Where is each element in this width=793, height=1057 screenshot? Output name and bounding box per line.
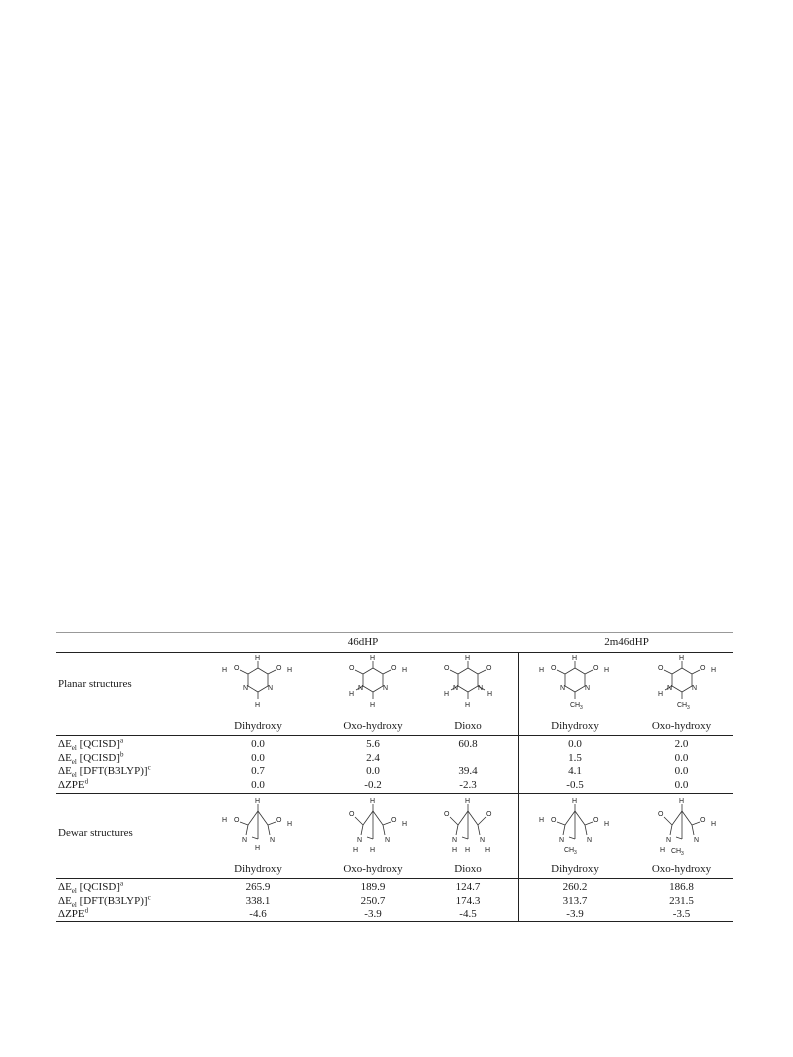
value-cell: -0.2: [364, 778, 382, 791]
value-cell: -4.6: [249, 908, 267, 920]
atom-label: H: [487, 691, 493, 698]
dewar-oxo-hydroxy-structure: [328, 795, 418, 865]
atom-label: H: [287, 821, 293, 828]
atom-label: O: [593, 817, 599, 824]
quantity-subscript: el: [71, 757, 77, 766]
value-cell: 260.2: [562, 881, 588, 893]
atom-label: N: [666, 837, 672, 844]
dewar-structures-label: Dewar structures: [58, 827, 133, 839]
value-cell: 231.5: [669, 894, 694, 907]
value-cell: 0.0: [568, 738, 582, 750]
atom-label: O: [551, 817, 557, 824]
atom-label: N: [270, 837, 276, 844]
atom-label: O: [700, 665, 706, 672]
row-quantity-label: [58, 765, 151, 778]
atom-label: H: [452, 847, 458, 854]
quantity-symbol: ΔE: [58, 751, 72, 764]
planar-dihydroxy-structure: [213, 654, 303, 716]
atom-label: H: [222, 667, 228, 674]
atom-label: O: [276, 665, 282, 672]
atom-label: CH: [570, 702, 581, 709]
atom-label: O: [349, 811, 355, 818]
atom-label: H: [402, 821, 408, 828]
quantity-symbol: ΔZPE: [58, 778, 85, 791]
planar-methyl-oxo-hydroxy-structure: [637, 654, 727, 716]
atom-label: H: [255, 845, 261, 852]
atom-label: H: [465, 847, 471, 854]
value-cell: 2.4: [366, 751, 380, 764]
atom-label: 3: [681, 851, 684, 857]
value-cell: -3.5: [672, 908, 691, 920]
atom-label: H: [370, 798, 376, 805]
method-label: [QCISD]: [76, 751, 120, 764]
row-quantity-label: [58, 749, 124, 766]
value-cell: 0.0: [251, 778, 265, 791]
planar-form-name: Oxo-hydroxy: [343, 720, 403, 732]
footnote-marker: c: [147, 763, 151, 772]
value-cell: 186.8: [669, 881, 694, 893]
planar-oxo-hydroxy-structure: [328, 654, 418, 716]
atom-label: N: [480, 837, 486, 844]
dewar-form-name: Dioxo: [454, 863, 482, 875]
atom-label: H: [402, 667, 408, 674]
atom-label: N: [667, 685, 673, 692]
group-divider: [518, 652, 519, 922]
atom-label: N: [585, 685, 591, 692]
atom-label: H: [255, 702, 261, 709]
atom-label: N: [587, 837, 593, 844]
value-cell: -4.5: [459, 908, 477, 920]
dewar-forms-rule: [56, 878, 733, 879]
atom-label: H: [679, 798, 685, 805]
planar-methyl-dihydroxy-structure: [530, 654, 620, 716]
footnote-marker: b: [119, 749, 124, 758]
atom-label: O: [593, 665, 599, 672]
value-cell: -2.3: [459, 778, 477, 791]
atom-label: N: [559, 837, 565, 844]
value-cell: 313.7: [562, 894, 588, 907]
atom-label: N: [243, 685, 249, 692]
atom-label: O: [444, 811, 450, 818]
quantity-symbol: ΔE: [58, 894, 72, 907]
value-cell: 0.7: [251, 765, 265, 777]
atom-label: 3: [687, 705, 690, 711]
quantity-symbol: ΔE: [58, 881, 72, 893]
value-cell: 0.0: [366, 765, 380, 777]
atom-label: H: [679, 655, 685, 662]
atom-label: H: [660, 847, 666, 854]
atom-label: N: [452, 837, 458, 844]
value-cell: 1.5: [568, 751, 582, 764]
atom-label: H: [539, 667, 545, 674]
footnote-marker: a: [119, 736, 124, 745]
atom-label: H: [353, 847, 359, 854]
header-rule: [56, 652, 733, 653]
atom-label: O: [349, 665, 355, 672]
atom-label: O: [391, 817, 397, 824]
method-label: [DFT(B3LYP)]: [76, 894, 148, 907]
dewar-form-name: Oxo-hydroxy: [651, 863, 712, 875]
method-label: [DFT(B3LYP)]: [76, 765, 148, 777]
atom-label: N: [383, 685, 389, 692]
atom-label: H: [465, 798, 471, 805]
atom-label: N: [694, 837, 700, 844]
atom-label: N: [453, 685, 459, 692]
row-quantity-label: [58, 776, 89, 792]
atom-label: O: [486, 665, 492, 672]
atom-label: H: [370, 702, 376, 709]
atom-label: H: [572, 798, 578, 805]
row-quantity-label: [58, 892, 151, 909]
quantity-symbol: ΔE: [58, 738, 72, 750]
quantity-subscript: el: [71, 887, 77, 896]
value-cell: 124.7: [455, 881, 481, 893]
row-quantity-label: [58, 738, 123, 751]
value-cell: 4.1: [568, 765, 582, 777]
dewar-methyl-oxo-hydroxy-structure: [637, 795, 727, 865]
quantity-symbol: ΔE: [58, 765, 72, 777]
value-cell: -3.9: [364, 908, 382, 920]
atom-label: H: [604, 667, 610, 674]
value-cell: 0.0: [674, 751, 689, 764]
atom-label: H: [370, 655, 376, 662]
atom-label: N: [242, 837, 248, 844]
value-cell: -3.9: [566, 908, 584, 920]
atom-label: N: [358, 685, 364, 692]
atom-label: H: [465, 702, 471, 709]
atom-label: H: [444, 691, 450, 698]
atom-label: N: [357, 837, 363, 844]
dewar-form-name: Oxo-hydroxy: [343, 863, 403, 875]
row-quantity-label: [58, 881, 123, 894]
value-cell: 0.0: [674, 778, 689, 791]
atom-label: H: [604, 821, 610, 828]
planar-structures-label: Planar structures: [58, 678, 132, 690]
method-label: [QCISD]: [76, 881, 120, 893]
value-cell: -0.5: [566, 778, 584, 791]
atom-label: H: [572, 655, 578, 662]
planar-form-name: Oxo-hydroxy: [651, 720, 712, 732]
value-cell: 0.0: [674, 765, 689, 777]
quantity-symbol: ΔZPE: [58, 908, 85, 920]
atom-label: H: [222, 817, 228, 824]
dewar-form-name: Dihydroxy: [234, 863, 282, 875]
atom-label: CH: [564, 847, 575, 854]
atom-label: H: [255, 655, 261, 662]
atom-label: O: [234, 817, 240, 824]
value-cell: 2.0: [674, 738, 689, 750]
planar-form-name: Dihydroxy: [234, 720, 282, 732]
top-rule: [56, 632, 733, 633]
atom-label: N: [478, 685, 484, 692]
atom-label: O: [658, 811, 664, 818]
footnote-marker: d: [84, 776, 89, 785]
value-cell: 338.1: [245, 894, 271, 907]
atom-label: N: [385, 837, 391, 844]
atom-label: CH: [671, 848, 682, 855]
energy-table: [56, 632, 733, 922]
atom-label: O: [551, 665, 557, 672]
value-cell: 5.6: [366, 738, 380, 750]
atom-label: H: [711, 667, 717, 674]
value-cell: 0.0: [251, 751, 265, 764]
atom-label: O: [391, 665, 397, 672]
footnote-marker: a: [119, 879, 124, 888]
atom-label: N: [560, 685, 566, 692]
method-label: [QCISD]: [76, 738, 120, 750]
atom-label: H: [287, 667, 293, 674]
atom-label: H: [658, 691, 664, 698]
atom-label: H: [370, 847, 376, 854]
planar-form-name: Dioxo: [454, 720, 482, 732]
value-cell: 60.8: [458, 738, 478, 750]
atom-label: N: [692, 685, 698, 692]
value-cell: 174.3: [455, 894, 481, 907]
quantity-subscript: el: [71, 771, 77, 780]
atom-label: 3: [580, 705, 583, 711]
atom-label: H: [255, 798, 261, 805]
atom-label: CH: [677, 702, 688, 709]
value-cell: 39.4: [458, 765, 478, 777]
atom-label: 3: [574, 850, 577, 856]
atom-label: O: [700, 817, 706, 824]
planar-forms-rule: [56, 735, 733, 736]
atom-label: N: [268, 685, 274, 692]
atom-label: H: [539, 817, 545, 824]
atom-label: O: [276, 817, 282, 824]
value-cell: 0.0: [251, 738, 265, 750]
atom-label: H: [485, 847, 491, 854]
atom-label: H: [465, 655, 471, 662]
footnote-marker: d: [84, 906, 89, 915]
bottom-rule: [56, 921, 733, 922]
dewar-dihydroxy-structure: [213, 795, 303, 865]
value-cell: 265.9: [245, 881, 271, 893]
dewar-methyl-dihydroxy-structure: [530, 795, 620, 865]
atom-label: O: [486, 811, 492, 818]
atom-label: O: [234, 665, 240, 672]
dewar-dioxo-structure: [423, 795, 513, 865]
group-header-46dhp: 46dHP: [347, 636, 379, 648]
section-rule: [56, 793, 733, 794]
atom-label: O: [444, 665, 450, 672]
row-quantity-label: [58, 908, 88, 921]
quantity-subscript: el: [71, 744, 77, 753]
dewar-form-name: Dihydroxy: [551, 863, 599, 875]
atom-label: H: [349, 691, 355, 698]
group-header-2m46dhp: 2m46dHP: [604, 636, 649, 648]
value-cell: 250.7: [360, 894, 386, 907]
value-cell: 189.9: [360, 881, 386, 893]
atom-label: H: [711, 821, 717, 828]
footnote-marker: c: [147, 892, 151, 901]
atom-label: O: [658, 665, 664, 672]
planar-form-name: Dihydroxy: [551, 720, 599, 732]
quantity-subscript: el: [71, 900, 77, 909]
planar-dioxo-structure: [423, 654, 513, 716]
